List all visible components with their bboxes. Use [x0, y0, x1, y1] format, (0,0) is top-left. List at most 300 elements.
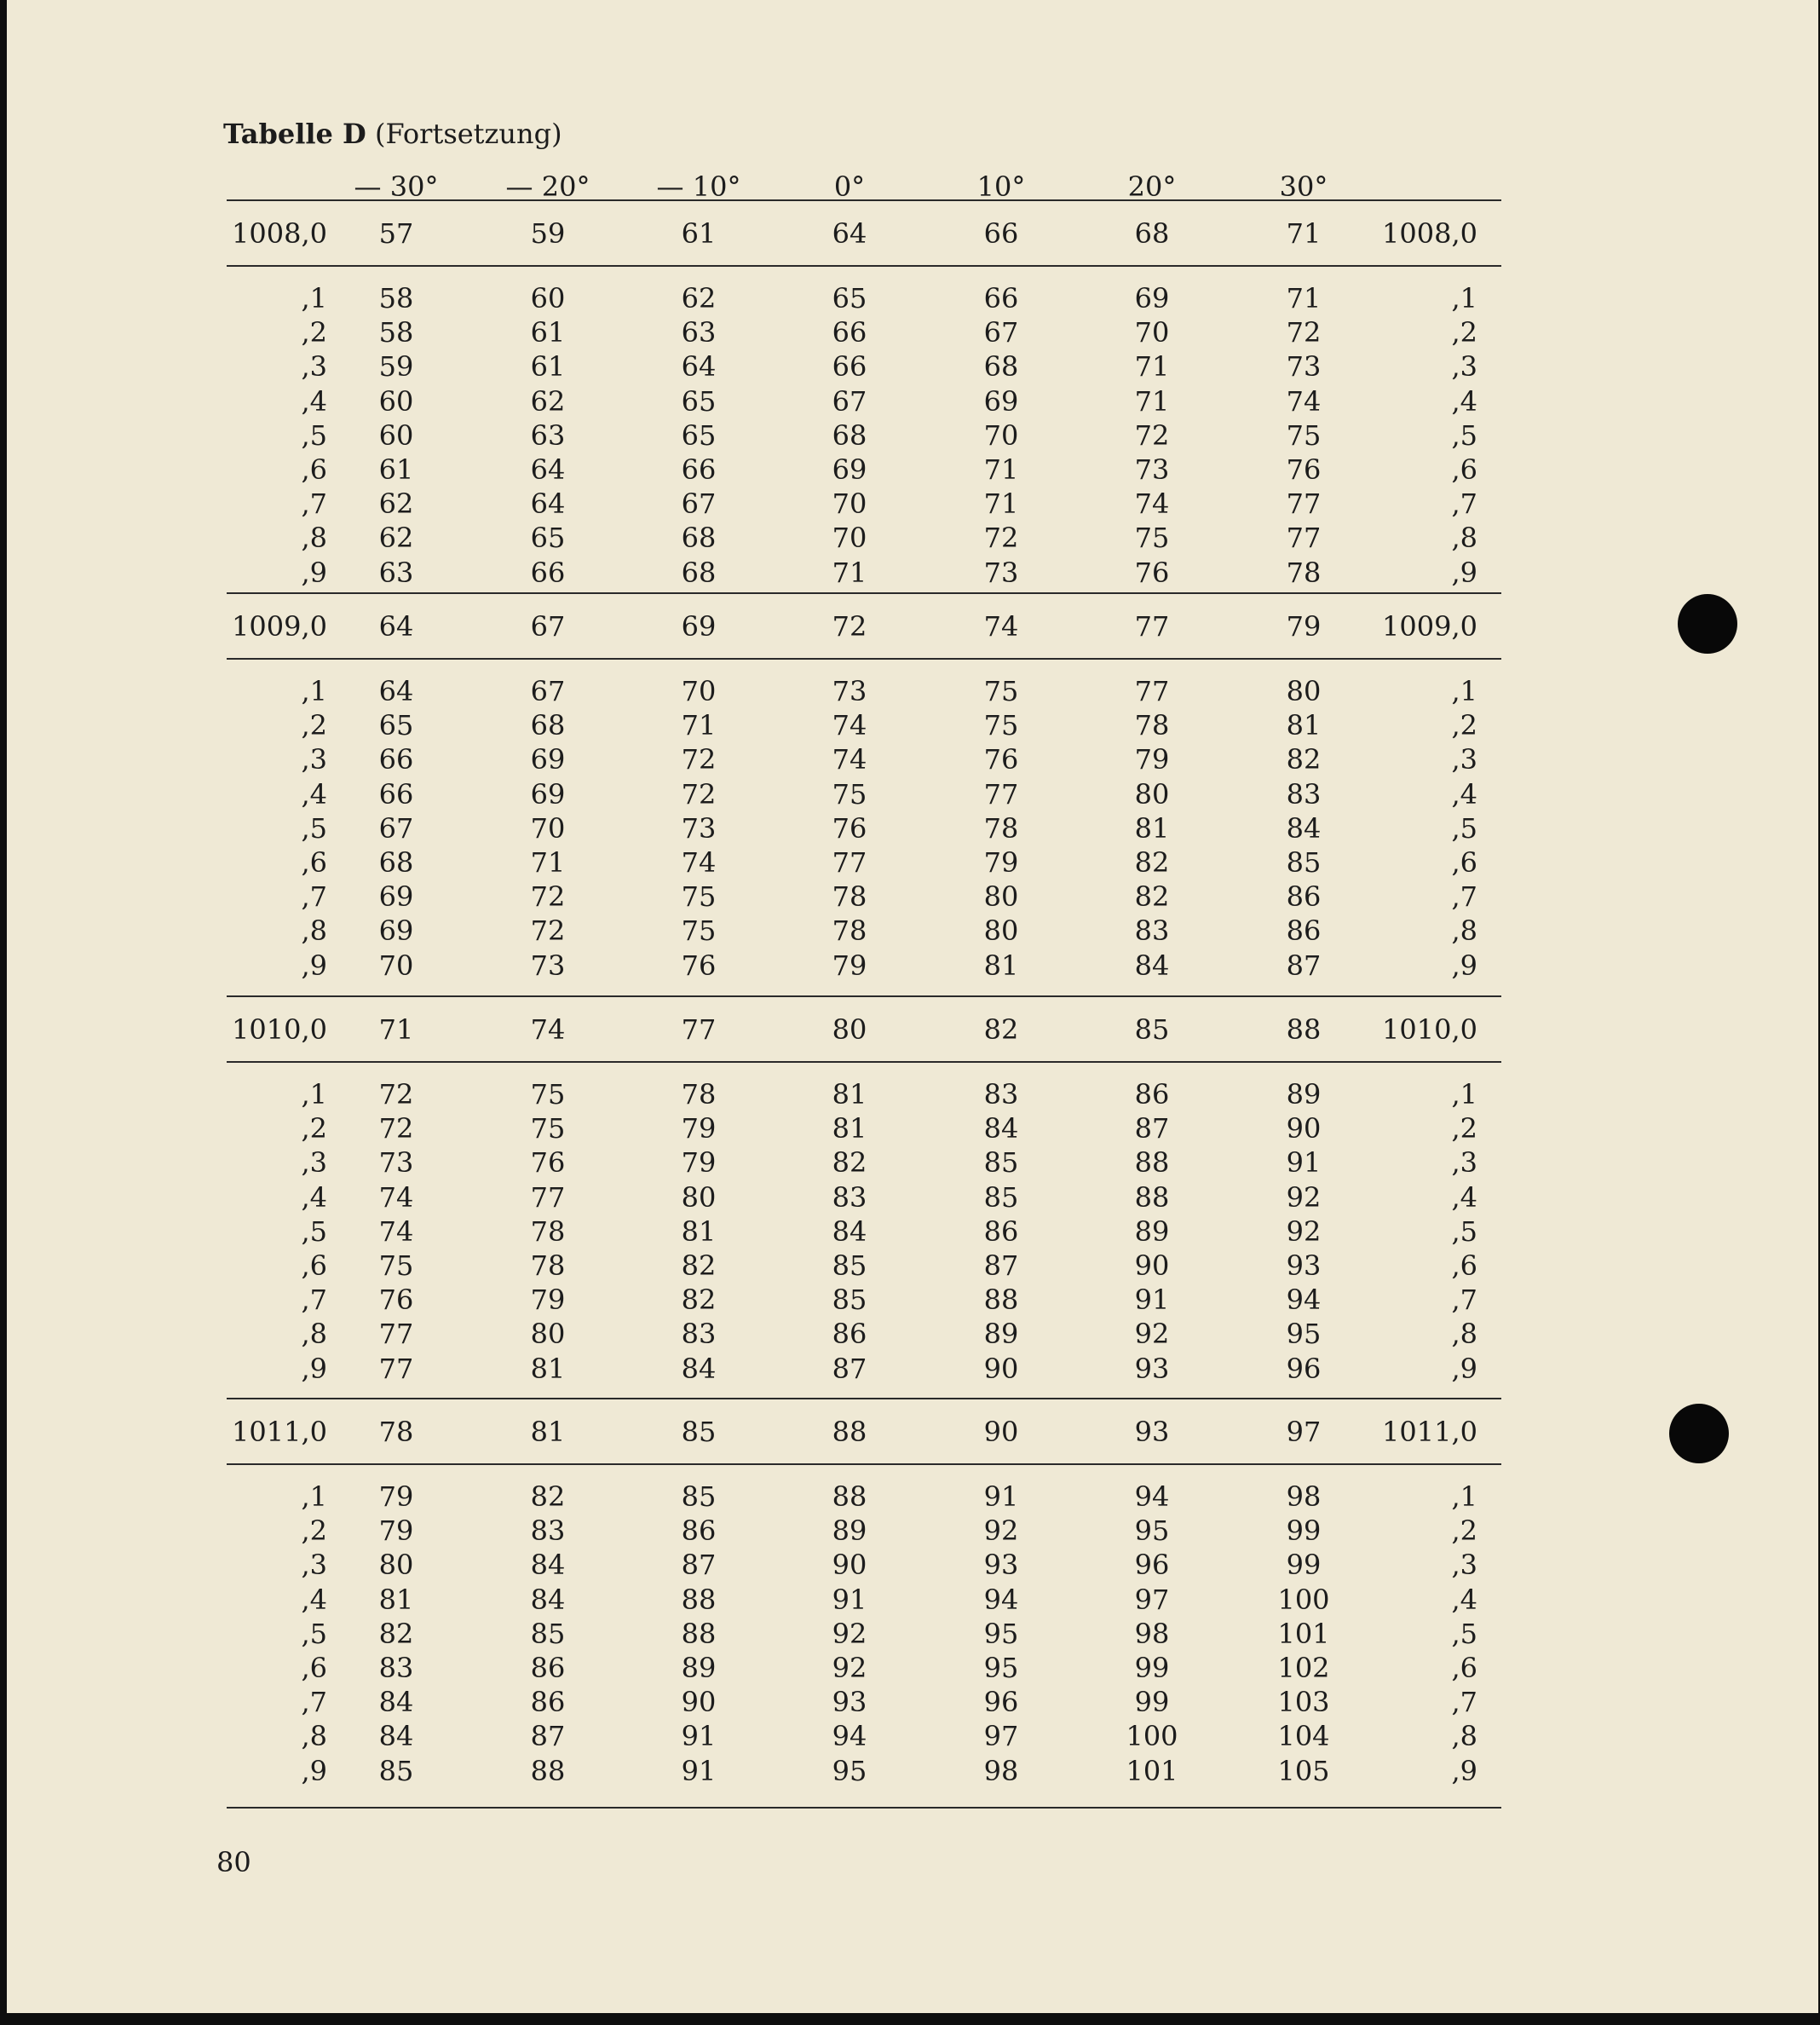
- table-cell: 85: [1286, 846, 1322, 879]
- table-cell: 80: [378, 1549, 414, 1581]
- table-cell: 67: [832, 385, 867, 418]
- table-cell: 91: [1134, 1284, 1170, 1316]
- table-cell: 81: [832, 1078, 867, 1111]
- table-cell: 74: [530, 1013, 566, 1046]
- table-cell: 71: [378, 1013, 414, 1046]
- table-cell: 99: [1134, 1652, 1170, 1684]
- table-cell: 99: [1286, 1514, 1322, 1547]
- row-label-left: ,7: [301, 488, 327, 520]
- table-cell: 97: [1134, 1584, 1170, 1616]
- table-row: [7, 845, 1818, 880]
- table-cell: 74: [681, 846, 717, 879]
- table-cell: 63: [681, 316, 717, 349]
- table-cell: 86: [1286, 880, 1322, 913]
- table-row: [7, 811, 1818, 845]
- table-cell: 98: [983, 1755, 1019, 1787]
- table-cell: 88: [530, 1755, 566, 1787]
- table-row: [7, 1754, 1818, 1788]
- table-cell: 80: [1286, 675, 1322, 707]
- table-cell: 80: [681, 1181, 717, 1214]
- table-cell: 78: [378, 1416, 414, 1448]
- table-cell: 84: [983, 1112, 1019, 1145]
- table-cell: 69: [378, 914, 414, 947]
- row-label-right: ,4: [1451, 1584, 1477, 1616]
- row-label-right: ,7: [1451, 880, 1477, 913]
- table-cell: 72: [1134, 419, 1170, 452]
- table-rule: [227, 1807, 1501, 1809]
- table-cell: 91: [983, 1480, 1019, 1513]
- table-cell: 58: [378, 282, 414, 314]
- table-cell: 99: [1134, 1686, 1170, 1718]
- table-row: [7, 521, 1818, 555]
- table-cell: 70: [983, 419, 1019, 452]
- column-header: 0°: [833, 170, 866, 203]
- table-cell: 79: [681, 1112, 717, 1145]
- table-cell: 91: [1286, 1146, 1322, 1179]
- table-cell: 77: [832, 846, 867, 879]
- table-cell: 79: [983, 846, 1019, 879]
- table-cell: 68: [832, 419, 867, 452]
- table-cell: 66: [378, 778, 414, 811]
- table-cell: 96: [1134, 1549, 1170, 1581]
- table-cell: 76: [832, 812, 867, 845]
- table-title: [223, 118, 562, 150]
- row-label-right: ,7: [1451, 488, 1477, 520]
- row-label-right: ,5: [1451, 419, 1477, 452]
- table-cell: 75: [983, 675, 1019, 707]
- table-cell: 88: [983, 1284, 1019, 1316]
- table-cell: 92: [832, 1652, 867, 1684]
- table-cell: 67: [530, 610, 566, 643]
- table-cell: 92: [1286, 1215, 1322, 1248]
- table-cell: 70: [1134, 316, 1170, 349]
- table-row: [7, 1180, 1818, 1214]
- row-label-right: ,6: [1451, 453, 1477, 486]
- row-label-right: ,9: [1451, 1353, 1477, 1385]
- row-label-right: ,2: [1451, 709, 1477, 741]
- table-cell: 94: [1286, 1284, 1322, 1316]
- table-cell: 70: [832, 522, 867, 554]
- table-cell: 77: [378, 1318, 414, 1350]
- row-label-right: ,1: [1451, 1480, 1477, 1513]
- table-cell: 74: [1286, 385, 1322, 418]
- table-cell: 88: [1134, 1181, 1170, 1214]
- row-label-left: ,8: [301, 1318, 327, 1350]
- row-label-left: ,7: [301, 880, 327, 913]
- table-cell: 99: [1286, 1549, 1322, 1581]
- table-cell: 71: [983, 488, 1019, 520]
- page-number: 80: [216, 1846, 251, 1878]
- table-cell: 94: [832, 1720, 867, 1752]
- table-row: [7, 708, 1818, 742]
- table-cell: 71: [1134, 350, 1170, 383]
- table-cell: 88: [832, 1480, 867, 1513]
- table-rule: [227, 658, 1501, 660]
- row-label-left: 1009,0: [232, 610, 327, 643]
- table-cell: 94: [983, 1584, 1019, 1616]
- table-cell: 90: [1134, 1249, 1170, 1282]
- table-cell: 58: [378, 316, 414, 349]
- table-cell: 80: [983, 914, 1019, 947]
- table-rule: [227, 1398, 1501, 1399]
- table-rule: [227, 995, 1501, 997]
- table-cell: 76: [983, 743, 1019, 776]
- table-cell: 67: [378, 812, 414, 845]
- table-cell: 71: [832, 557, 867, 589]
- table-cell: 66: [832, 316, 867, 349]
- table-title-rest: (Fortsetzung): [374, 118, 562, 150]
- table-cell: 84: [378, 1720, 414, 1752]
- row-label-left: ,4: [301, 1584, 327, 1616]
- table-cell: 92: [1286, 1181, 1322, 1214]
- row-label-left: ,2: [301, 709, 327, 741]
- table-cell: 66: [378, 743, 414, 776]
- row-label-left: ,1: [301, 282, 327, 314]
- column-header: — 30°: [354, 170, 439, 203]
- table-row: [7, 914, 1818, 948]
- row-label-left: ,6: [301, 453, 327, 486]
- table-cell: 68: [1134, 217, 1170, 250]
- row-label-right: ,3: [1451, 1549, 1477, 1581]
- column-header: 10°: [976, 170, 1026, 203]
- row-label-left: ,5: [301, 1215, 327, 1248]
- table-rule: [227, 265, 1501, 267]
- table-cell: 92: [832, 1618, 867, 1650]
- row-label-right: ,1: [1451, 1078, 1477, 1111]
- table-rule: [227, 592, 1501, 594]
- table-cell: 75: [530, 1112, 566, 1145]
- row-label-right: ,8: [1451, 1720, 1477, 1752]
- table-cell: 73: [1286, 350, 1322, 383]
- table-cell: 82: [378, 1618, 414, 1650]
- table-row: [7, 742, 1818, 776]
- table-row: [7, 1352, 1818, 1386]
- table-cell: 69: [983, 385, 1019, 418]
- table-cell: 61: [378, 453, 414, 486]
- table-cell: 74: [832, 743, 867, 776]
- column-header: — 10°: [656, 170, 741, 203]
- table-cell: 68: [681, 522, 717, 554]
- table-cell: 67: [681, 488, 717, 520]
- table-cell: 75: [1134, 522, 1170, 554]
- table-cell: 64: [378, 610, 414, 643]
- row-label-left: ,9: [301, 1353, 327, 1385]
- table-cell: 73: [681, 812, 717, 845]
- row-label-left: ,5: [301, 812, 327, 845]
- table-cell: 74: [378, 1215, 414, 1248]
- table-cell: 72: [1286, 316, 1322, 349]
- table-cell: 79: [378, 1514, 414, 1547]
- table-cell: 83: [983, 1078, 1019, 1111]
- table-cell: 82: [681, 1284, 717, 1316]
- row-label-right: ,3: [1451, 350, 1477, 383]
- table-cell: 81: [832, 1112, 867, 1145]
- row-label-left: ,6: [301, 1249, 327, 1282]
- table-cell: 97: [1286, 1416, 1322, 1448]
- table-cell: 71: [983, 453, 1019, 486]
- table-cell: 89: [681, 1652, 717, 1684]
- table-cell: 67: [983, 316, 1019, 349]
- table-cell: 82: [1286, 743, 1322, 776]
- table-row: [7, 1651, 1818, 1685]
- table-row: [7, 880, 1818, 914]
- column-header: 20°: [1127, 170, 1177, 203]
- table-cell: 92: [983, 1514, 1019, 1547]
- table-cell: 77: [378, 1353, 414, 1385]
- table-cell: 95: [983, 1652, 1019, 1684]
- table-cell: 77: [983, 778, 1019, 811]
- table-row: [7, 949, 1818, 983]
- table-cell: 76: [1134, 557, 1170, 589]
- table-cell: 85: [832, 1284, 867, 1316]
- table-cell: 57: [378, 217, 414, 250]
- table-cell: 72: [983, 522, 1019, 554]
- table-cell: 79: [530, 1284, 566, 1316]
- table-cell: 93: [1286, 1249, 1322, 1282]
- table-cell: 72: [681, 743, 717, 776]
- row-label-right: ,8: [1451, 1318, 1477, 1350]
- row-label-right: ,1: [1451, 675, 1477, 707]
- table-cell: 75: [378, 1249, 414, 1282]
- table-title-bold: Tabelle D: [223, 118, 366, 150]
- table-cell: 80: [832, 1013, 867, 1046]
- row-label-left: 1011,0: [232, 1416, 327, 1448]
- table-cell: 80: [1134, 778, 1170, 811]
- row-label-right: ,2: [1451, 316, 1477, 349]
- table-cell: 84: [1286, 812, 1322, 845]
- table-cell: 73: [530, 949, 566, 982]
- table-row: [7, 315, 1818, 349]
- table-cell: 89: [1134, 1215, 1170, 1248]
- table-row: [7, 1548, 1818, 1582]
- row-label-right: ,6: [1451, 1652, 1477, 1684]
- table-cell: 78: [1134, 709, 1170, 741]
- row-label-left: ,3: [301, 1549, 327, 1581]
- table-cell: 104: [1277, 1720, 1330, 1752]
- table-cell: 78: [530, 1215, 566, 1248]
- table-cell: 103: [1277, 1686, 1330, 1718]
- row-label-right: ,9: [1451, 949, 1477, 982]
- table-row: [7, 1617, 1818, 1651]
- table-cell: 85: [681, 1416, 717, 1448]
- table-cell: 66: [983, 217, 1019, 250]
- table-cell: 76: [378, 1284, 414, 1316]
- table-cell: 102: [1277, 1652, 1330, 1684]
- table-cell: 84: [832, 1215, 867, 1248]
- table-cell: 70: [378, 949, 414, 982]
- table-cell: 61: [681, 217, 717, 250]
- table-cell: 90: [983, 1353, 1019, 1385]
- row-label-right: 1009,0: [1382, 610, 1477, 643]
- table-cell: 67: [530, 675, 566, 707]
- row-label-left: ,1: [301, 1078, 327, 1111]
- table-cell: 77: [1134, 675, 1170, 707]
- column-headers: [7, 170, 1818, 213]
- row-label-right: ,2: [1451, 1112, 1477, 1145]
- row-label-right: ,8: [1451, 914, 1477, 947]
- table-cell: 81: [530, 1353, 566, 1385]
- table-cell: 64: [530, 453, 566, 486]
- table-row: [7, 1514, 1818, 1548]
- table-cell: 86: [983, 1215, 1019, 1248]
- table-cell: 91: [832, 1584, 867, 1616]
- table-cell: 70: [530, 812, 566, 845]
- row-label-right: ,4: [1451, 1181, 1477, 1214]
- table-cell: 72: [832, 610, 867, 643]
- row-label-left: ,8: [301, 1720, 327, 1752]
- table-cell: 83: [681, 1318, 717, 1350]
- table-cell: 101: [1126, 1755, 1178, 1787]
- row-label-right: ,7: [1451, 1284, 1477, 1316]
- column-header: 30°: [1279, 170, 1328, 203]
- table-cell: 75: [1286, 419, 1322, 452]
- row-label-left: ,9: [301, 1755, 327, 1787]
- table-cell: 64: [832, 217, 867, 250]
- table-cell: 60: [378, 385, 414, 418]
- row-label-left: ,9: [301, 557, 327, 589]
- table-cell: 78: [983, 812, 1019, 845]
- row-label-left: ,7: [301, 1686, 327, 1718]
- table-cell: 86: [530, 1652, 566, 1684]
- table-cell: 68: [681, 557, 717, 589]
- table-cell: 61: [530, 350, 566, 383]
- table-cell: 100: [1277, 1584, 1330, 1616]
- table-cell: 65: [681, 385, 717, 418]
- table-cell: 86: [681, 1514, 717, 1547]
- table-cell: 95: [1134, 1514, 1170, 1547]
- table-cell: 68: [530, 709, 566, 741]
- table-cell: 88: [832, 1416, 867, 1448]
- table-cell: 85: [983, 1146, 1019, 1179]
- table-cell: 91: [681, 1755, 717, 1787]
- table-cell: 87: [530, 1720, 566, 1752]
- table-cell: 75: [983, 709, 1019, 741]
- table-cell: 90: [983, 1416, 1019, 1448]
- row-label-left: ,2: [301, 1112, 327, 1145]
- table-main-row: [7, 216, 1818, 251]
- row-label-right: ,4: [1451, 778, 1477, 811]
- table-cell: 90: [1286, 1112, 1322, 1145]
- table-row: [7, 349, 1818, 384]
- table-cell: 73: [983, 557, 1019, 589]
- row-label-left: ,1: [301, 1480, 327, 1513]
- table-cell: 79: [1286, 610, 1322, 643]
- row-label-right: ,9: [1451, 1755, 1477, 1787]
- table-cell: 85: [681, 1480, 717, 1513]
- table-cell: 78: [832, 914, 867, 947]
- table-cell: 74: [1134, 488, 1170, 520]
- row-label-left: ,4: [301, 1181, 327, 1214]
- table-cell: 62: [378, 488, 414, 520]
- table-cell: 97: [983, 1720, 1019, 1752]
- table-cell: 75: [530, 1078, 566, 1111]
- table-cell: 69: [1134, 282, 1170, 314]
- row-label-left: ,8: [301, 914, 327, 947]
- table-cell: 95: [1286, 1318, 1322, 1350]
- table-row: [7, 1719, 1818, 1753]
- table-cell: 96: [1286, 1353, 1322, 1385]
- table-cell: 62: [378, 522, 414, 554]
- table-cell: 69: [530, 778, 566, 811]
- row-label-right: ,5: [1451, 1215, 1477, 1248]
- table-cell: 81: [681, 1215, 717, 1248]
- table-cell: 92: [1134, 1318, 1170, 1350]
- table-cell: 78: [530, 1249, 566, 1282]
- table-cell: 77: [530, 1181, 566, 1214]
- table-row: [7, 281, 1818, 315]
- table-cell: 79: [681, 1146, 717, 1179]
- table-cell: 79: [378, 1480, 414, 1513]
- table-cell: 89: [1286, 1078, 1322, 1111]
- row-label-right: ,6: [1451, 846, 1477, 879]
- table-cell: 81: [378, 1584, 414, 1616]
- table-row: [7, 418, 1818, 453]
- table-cell: 79: [1134, 743, 1170, 776]
- table-cell: 90: [832, 1549, 867, 1581]
- table-cell: 88: [681, 1618, 717, 1650]
- row-label-left: ,6: [301, 846, 327, 879]
- table-cell: 60: [530, 282, 566, 314]
- row-label-left: ,3: [301, 350, 327, 383]
- table-cell: 78: [1286, 557, 1322, 589]
- table-cell: 62: [530, 385, 566, 418]
- table-cell: 79: [832, 949, 867, 982]
- table-row: [7, 1583, 1818, 1617]
- table-cell: 77: [681, 1013, 717, 1046]
- table-row: [7, 1214, 1818, 1249]
- table-cell: 63: [530, 419, 566, 452]
- table-cell: 100: [1126, 1720, 1178, 1752]
- table-cell: 93: [983, 1549, 1019, 1581]
- table-cell: 68: [378, 846, 414, 879]
- page: [7, 0, 1818, 2013]
- row-label-right: ,8: [1451, 522, 1477, 554]
- table-cell: 77: [1134, 610, 1170, 643]
- row-label-left: 1010,0: [232, 1013, 327, 1046]
- table-cell: 74: [983, 610, 1019, 643]
- table-cell: 82: [681, 1249, 717, 1282]
- table-cell: 93: [1134, 1353, 1170, 1385]
- table-cell: 84: [681, 1353, 717, 1385]
- row-label-left: ,1: [301, 675, 327, 707]
- table-row: [7, 487, 1818, 521]
- row-label-left: ,5: [301, 419, 327, 452]
- table-cell: 88: [1286, 1013, 1322, 1046]
- table-cell: 62: [681, 282, 717, 314]
- row-label-left: 1008,0: [232, 217, 327, 250]
- table-cell: 63: [378, 557, 414, 589]
- table-cell: 69: [681, 610, 717, 643]
- row-label-right: ,9: [1451, 557, 1477, 589]
- table-cell: 88: [681, 1584, 717, 1616]
- table-rule: [227, 1061, 1501, 1063]
- table-cell: 82: [832, 1146, 867, 1179]
- row-label-right: ,3: [1451, 1146, 1477, 1179]
- table-cell: 64: [378, 675, 414, 707]
- table-main-row: [7, 1415, 1818, 1449]
- table-cell: 80: [983, 880, 1019, 913]
- table-cell: 78: [681, 1078, 717, 1111]
- table-main-row: [7, 609, 1818, 643]
- table-cell: 75: [681, 880, 717, 913]
- row-label-left: ,4: [301, 385, 327, 418]
- table-cell: 71: [1286, 217, 1322, 250]
- table-cell: 74: [832, 709, 867, 741]
- table-row: [7, 1283, 1818, 1317]
- table-cell: 72: [378, 1112, 414, 1145]
- table-rule: [227, 199, 1501, 201]
- table-row: [7, 453, 1818, 487]
